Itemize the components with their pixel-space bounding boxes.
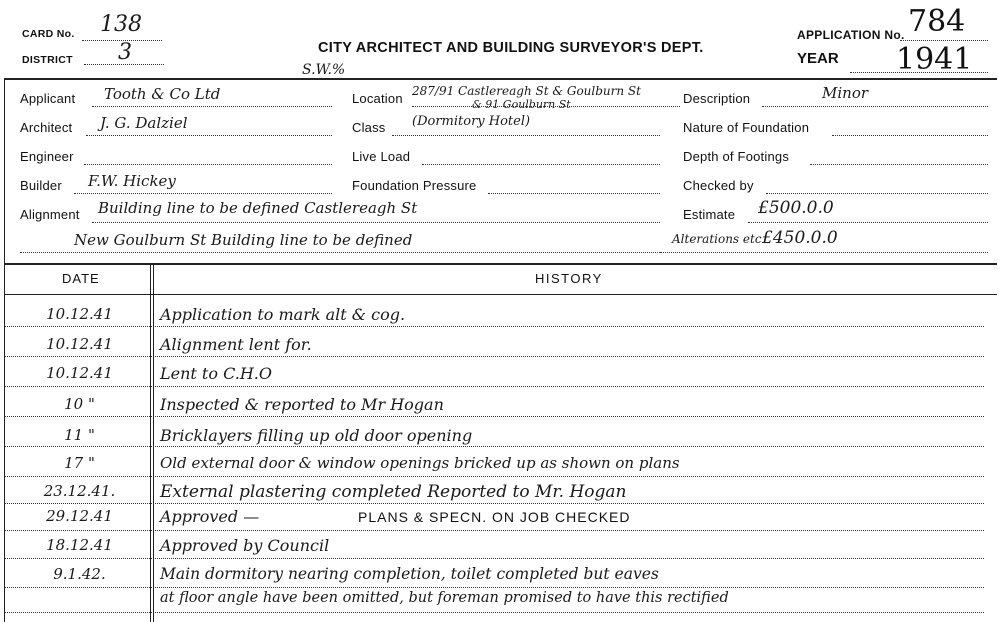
architect-label: Architect [20, 120, 73, 135]
applicant-value: Tooth & Co Ltd [104, 85, 221, 103]
history-text: Approved by Council [160, 536, 330, 555]
district-value: 3 [118, 40, 132, 65]
table-row [0, 590, 999, 619]
history-text: Bricklayers filling up old door opening [160, 426, 473, 445]
year-value: 1941 [896, 42, 973, 77]
title-note: S.W.% [302, 62, 346, 78]
estimate-label: Estimate [683, 207, 736, 222]
history-text: Inspected & reported to Mr Hogan [160, 395, 444, 414]
table-row [0, 536, 999, 565]
checked-stamp: PLANS & SPECN. ON JOB CHECKED [358, 509, 631, 525]
application-no-label: APPLICATION No. [797, 28, 905, 42]
history-text: Application to mark alt & cog. [160, 305, 406, 324]
history-column-header: HISTORY [535, 271, 603, 286]
table-row [0, 335, 999, 364]
class-label: Class [352, 120, 386, 135]
estimate-value: £500.0.0 [758, 198, 834, 218]
location-value-2: & 91 Goulburn St [472, 98, 571, 111]
history-date: 10.12.41 [46, 364, 113, 382]
alignment-value-2: New Goulburn St Building line to be defined [74, 231, 413, 249]
table-row [0, 454, 999, 483]
history-date: 18.12.41 [46, 536, 113, 554]
description-label: Description [683, 91, 751, 106]
depth-of-footings-label: Depth of Footings [683, 149, 790, 164]
history-text: Old external door & window openings bricked up as shown on plans [160, 454, 680, 472]
history-text: Approved — [160, 507, 260, 526]
card-no-label: CARD No. [22, 28, 75, 40]
table-row [0, 395, 999, 424]
table-row [0, 426, 999, 455]
card-no-value: 138 [100, 12, 142, 37]
history-text: External plastering completed Reported to Mr. Hogan [160, 482, 627, 502]
estimate-value-2: £450.0.0 [762, 228, 838, 248]
history-date: 10 " [64, 395, 95, 413]
district-label: DISTRICT [22, 54, 73, 66]
history-text: at floor angle have been omitted, but foreman promised to have this rectified [160, 590, 729, 606]
estimate-note: Alterations etc [672, 232, 762, 246]
history-date: 9.1.42. [53, 565, 106, 583]
table-row [0, 305, 999, 334]
history-date: 10.12.41 [46, 305, 113, 323]
history-date: 17 " [64, 454, 95, 472]
class-value: (Dormitory Hotel) [412, 114, 531, 129]
history-text: Lent to C.H.O [160, 364, 272, 383]
builder-label: Builder [20, 178, 62, 193]
nature-of-foundation-label: Nature of Foundation [683, 120, 810, 135]
applicant-label: Applicant [20, 91, 76, 106]
live-load-label: Live Load [352, 149, 411, 164]
builder-value: F.W. Hickey [88, 172, 176, 190]
description-value: Minor [822, 84, 869, 102]
table-row [0, 507, 999, 536]
application-no-value: 784 [908, 4, 966, 39]
page-title: CITY ARCHITECT AND BUILDING SURVEYOR'S DEPT. [318, 40, 704, 56]
date-column-header: DATE [62, 271, 100, 286]
history-text: Alignment lent for. [160, 335, 312, 354]
history-date: 11 " [64, 426, 95, 444]
history-text: Main dormitory nearing completion, toilet completed but eaves [160, 565, 659, 583]
location-value: 287/91 Castlereagh St & Goulburn St [412, 84, 641, 98]
architect-value: J. G. Dalziel [100, 114, 188, 132]
history-date: 23.12.41. [43, 482, 116, 500]
year-label: YEAR [797, 50, 839, 67]
history-date: 29.12.41 [46, 507, 113, 525]
alignment-label: Alignment [20, 207, 80, 222]
foundation-pressure-label: Foundation Pressure [352, 178, 477, 193]
table-row [0, 364, 999, 393]
alignment-value: Building line to be defined Castlereagh St [98, 199, 418, 217]
history-date: 10.12.41 [46, 335, 113, 353]
engineer-label: Engineer [20, 149, 74, 164]
checked-by-label: Checked by [683, 178, 754, 193]
location-label: Location [352, 91, 403, 106]
